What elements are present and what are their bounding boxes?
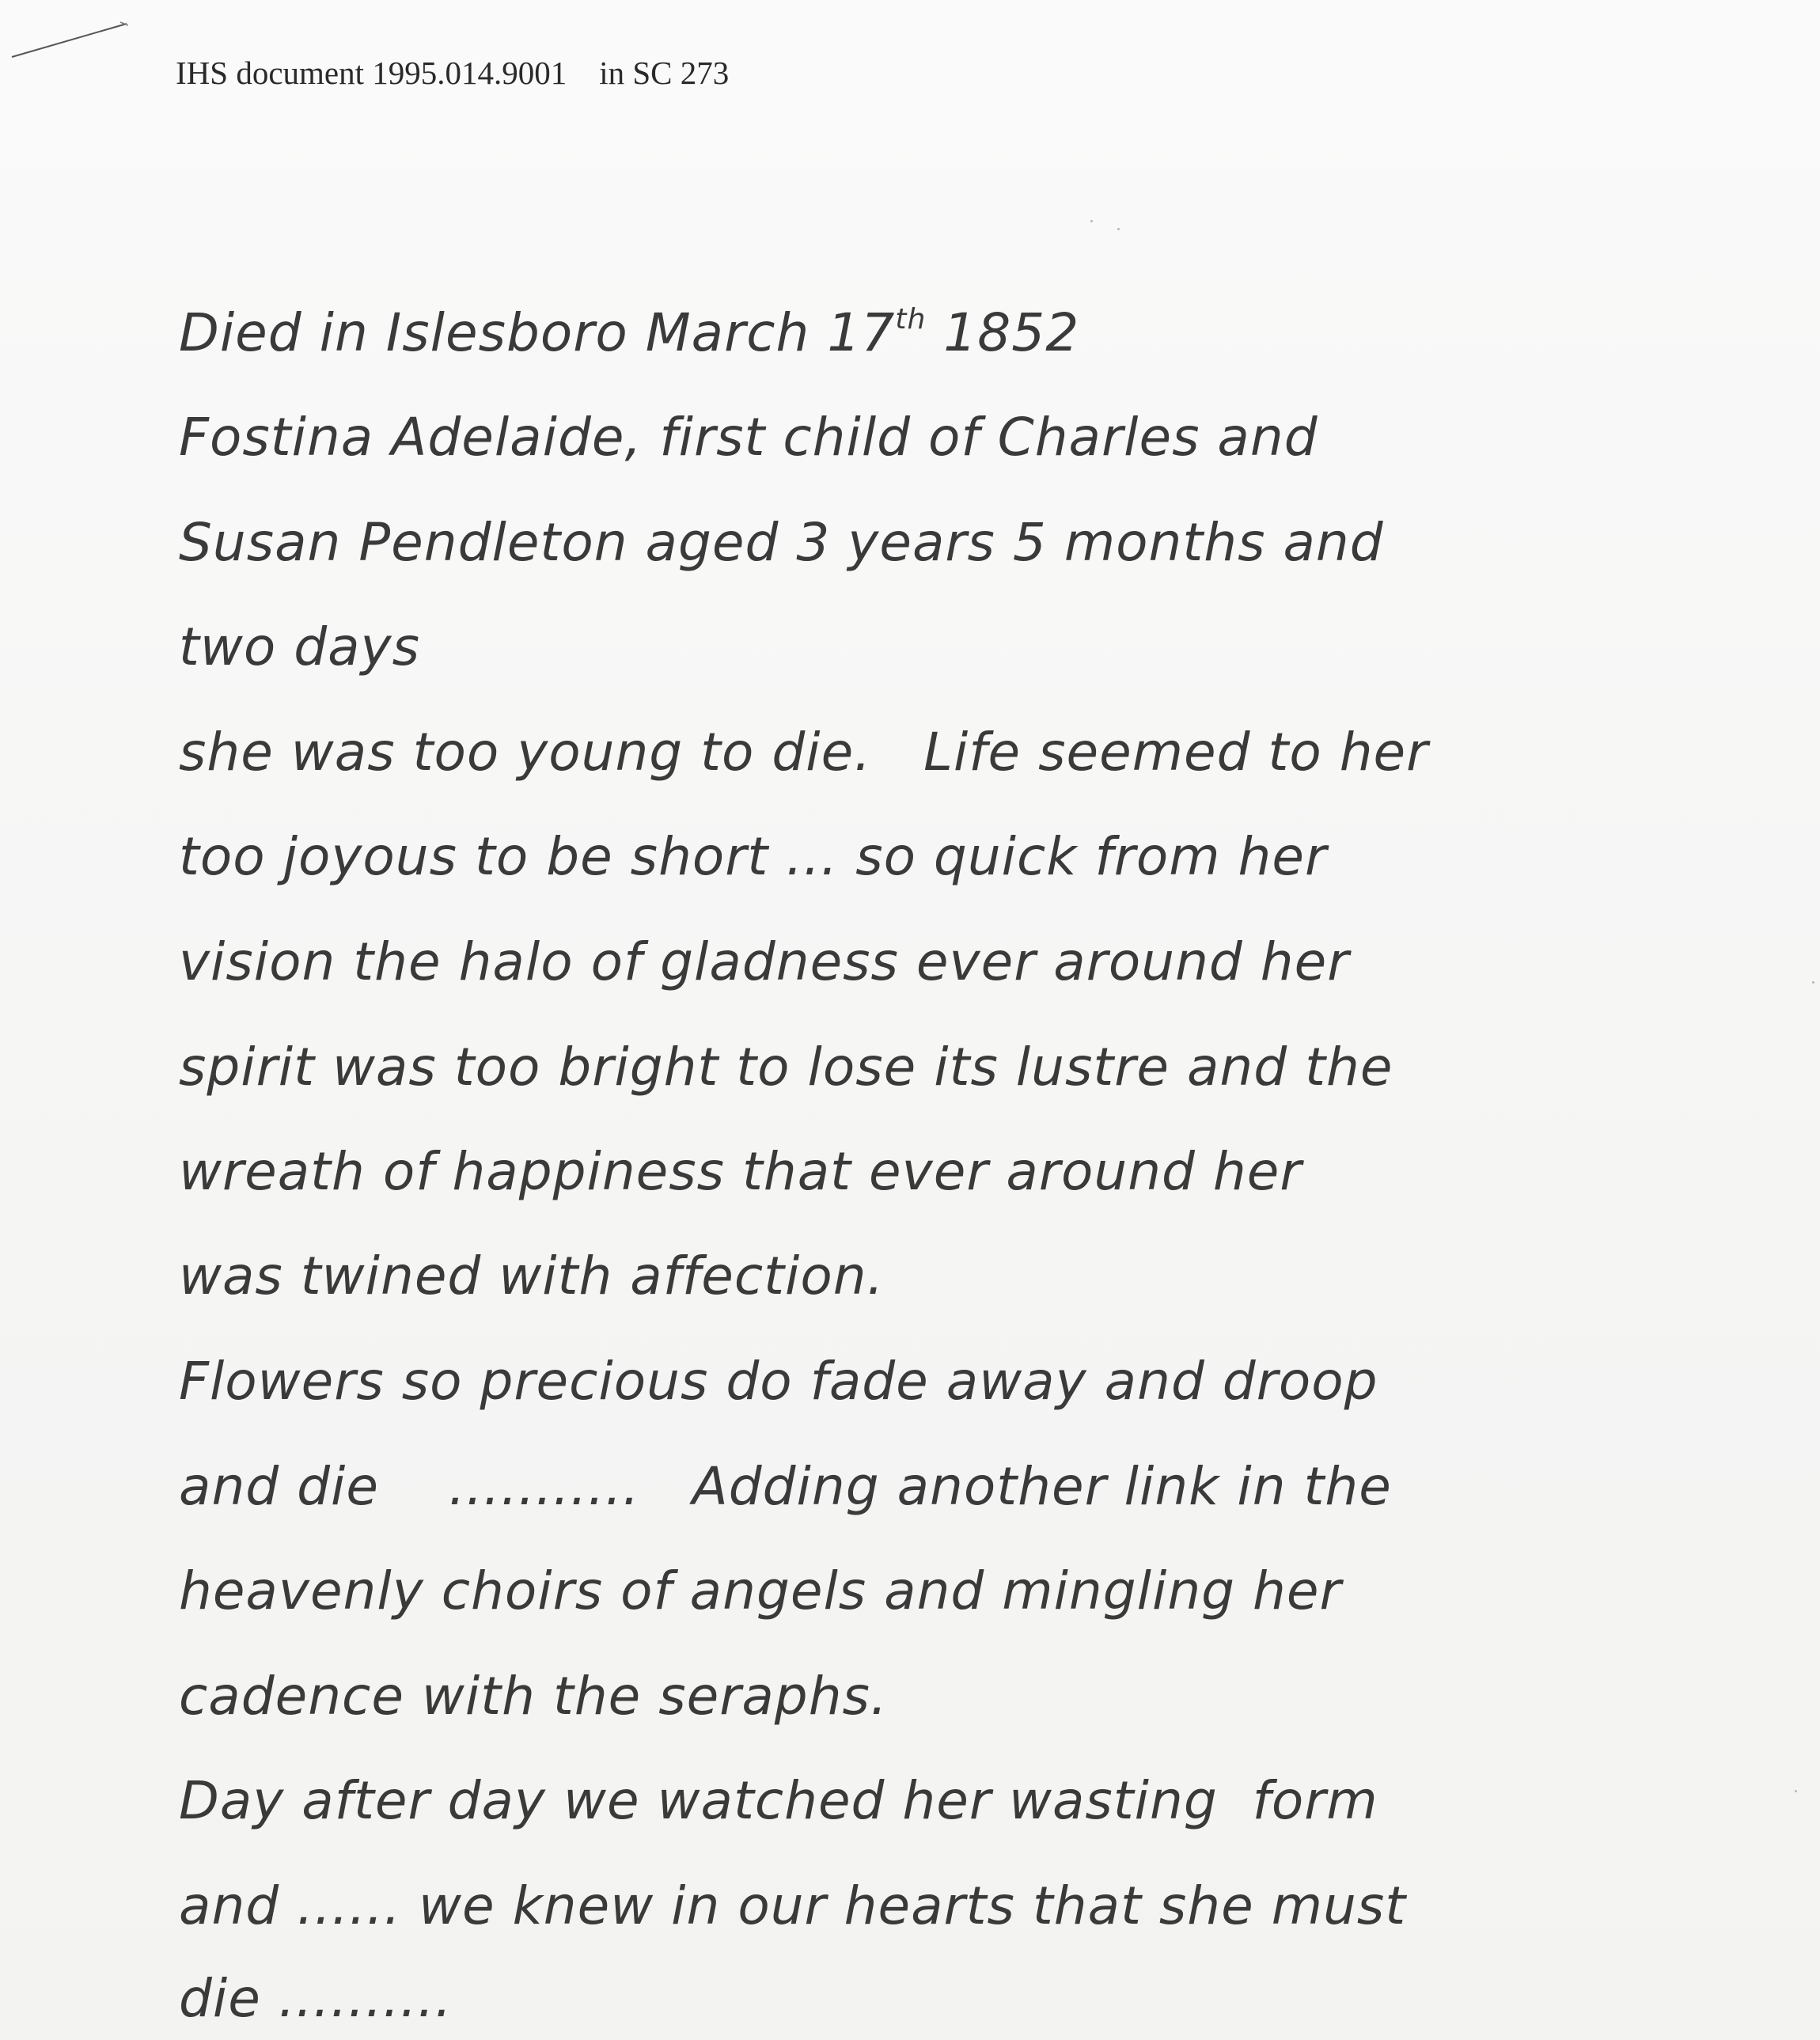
document-reference: IHS document 1995.014.9001 in SC 273 [176, 55, 730, 91]
letter-line-11: Flowers so precious do fade away and droop [179, 1351, 1378, 1412]
letter-line-1-text: Died in Islesboro March 17 [179, 302, 896, 363]
letter-line-6: too joyous to be short ... so quick from her [179, 826, 1328, 887]
letter-line-13: heavenly choirs of angels and mingling her [179, 1560, 1342, 1621]
letter-line-16: and ...... we knew in our hearts that she must [179, 1875, 1407, 1936]
letter-line-1-year: 1852 [926, 302, 1080, 363]
letter-line-2: Fostina Adelaide, first child of Charles and [179, 407, 1318, 468]
paper-speck [1090, 220, 1093, 222]
letter-line-14: cadence with the seraphs. [179, 1666, 888, 1727]
paper-speck [1795, 1790, 1797, 1792]
letter-line-9: wreath of happiness that ever around her [179, 1141, 1302, 1202]
letter-line-15: Day after day we watched her wasting form [179, 1770, 1378, 1831]
paper-speck [1117, 228, 1120, 230]
letter-line-8: spirit was too bright to lose its lustre and the [179, 1037, 1393, 1098]
paper-speck [1812, 981, 1814, 984]
letter-line-3: Susan Pendleton aged 3 years 5 months and [179, 512, 1384, 573]
letter-line-7: vision the halo of gladness ever around her [179, 931, 1350, 992]
letter-line-10: was twined with affection. [179, 1246, 885, 1306]
letter-line-17: die .......... [179, 1968, 453, 2029]
pencil-mark [9, 17, 128, 65]
letter-line-12: and die ........... Adding another link in the [179, 1456, 1392, 1517]
ordinal-suffix: th [895, 303, 927, 336]
letter-line-1 [179, 302, 1080, 363]
letter-line-4: two days [179, 616, 420, 677]
letter-line-5: she was too young to die. Life seemed to her [179, 722, 1429, 783]
